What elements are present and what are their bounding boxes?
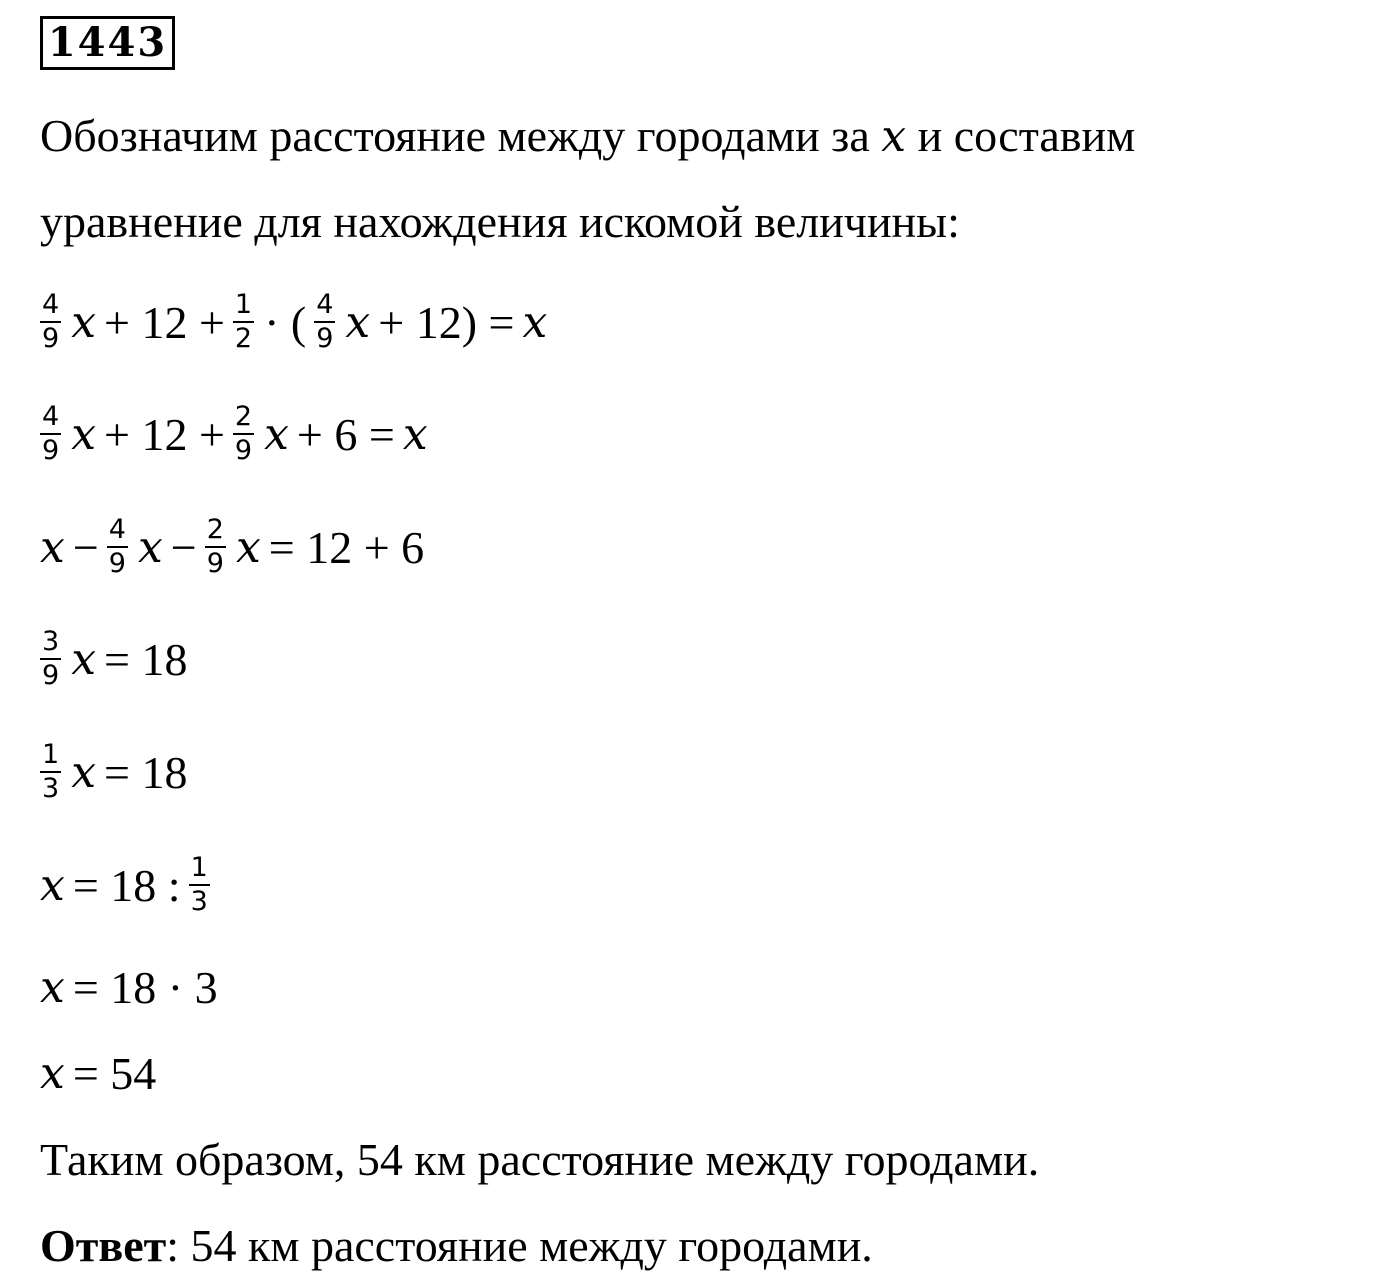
math-variable: x bbox=[71, 296, 97, 348]
equation-line bbox=[40, 277, 555, 367]
math-text: + 12 + bbox=[104, 408, 225, 460]
fraction bbox=[189, 854, 210, 916]
intro-text-line2: уравнение для нахождения искомой величины: bbox=[40, 196, 960, 247]
equation-line bbox=[40, 1028, 164, 1118]
math-text: + 12 + bbox=[104, 296, 225, 348]
fraction bbox=[107, 516, 128, 578]
answer-line bbox=[40, 1216, 873, 1276]
fraction-numerator: 3 bbox=[40, 628, 61, 660]
intro-line-2 bbox=[40, 192, 960, 252]
equation-line bbox=[40, 942, 226, 1032]
fraction-denominator: 9 bbox=[42, 323, 60, 354]
fraction bbox=[233, 291, 254, 353]
fraction-numerator: 1 bbox=[189, 854, 210, 886]
math-text: = 18 bbox=[104, 746, 188, 798]
equation-line bbox=[40, 727, 195, 817]
math-text: = 18 · 3 bbox=[72, 961, 218, 1013]
fraction-numerator: 1 bbox=[40, 741, 61, 773]
math-text: − bbox=[170, 521, 197, 573]
intro-variable: x bbox=[881, 111, 907, 162]
fraction-denominator: 9 bbox=[206, 548, 224, 579]
math-variable: x bbox=[71, 408, 97, 460]
fraction bbox=[314, 291, 335, 353]
fraction bbox=[40, 291, 61, 353]
math-text: + 12) = bbox=[378, 296, 515, 348]
math-variable: x bbox=[522, 296, 548, 348]
fraction-numerator: 2 bbox=[233, 403, 254, 435]
fraction-denominator: 3 bbox=[42, 773, 60, 804]
conclusion-line bbox=[40, 1130, 1039, 1190]
math-variable: x bbox=[402, 408, 428, 460]
math-text: = 54 bbox=[72, 1047, 157, 1099]
equation-line bbox=[40, 389, 436, 479]
math-variable: x bbox=[235, 521, 261, 573]
math-text: = 12 + 6 bbox=[268, 521, 425, 573]
fraction-numerator: 4 bbox=[314, 291, 335, 323]
fraction-denominator: 9 bbox=[42, 660, 60, 691]
math-text: + 6 = bbox=[296, 408, 395, 460]
fraction-numerator: 4 bbox=[40, 403, 61, 435]
math-variable: x bbox=[345, 296, 371, 348]
conclusion-text: Таким образом, 54 км расстояние между городами. bbox=[40, 1134, 1040, 1185]
math-variable: x bbox=[40, 1047, 65, 1099]
fraction-denominator: 2 bbox=[234, 323, 253, 354]
fraction-denominator: 9 bbox=[42, 435, 60, 466]
math-variable: x bbox=[71, 633, 97, 685]
fraction bbox=[233, 403, 254, 465]
equation-line bbox=[40, 840, 220, 930]
math-text: = 18 : bbox=[72, 859, 181, 911]
math-variable: x bbox=[40, 961, 65, 1013]
fraction-numerator: 4 bbox=[40, 291, 61, 323]
math-variable: x bbox=[40, 521, 65, 573]
fraction-denominator: 3 bbox=[190, 886, 208, 917]
math-text: · ( bbox=[264, 296, 307, 348]
fraction bbox=[40, 403, 61, 465]
math-variable: x bbox=[71, 746, 97, 798]
fraction-numerator: 1 bbox=[233, 291, 254, 323]
fraction-denominator: 9 bbox=[108, 548, 126, 579]
fraction bbox=[40, 741, 61, 803]
problem-number: 1443 bbox=[47, 19, 168, 66]
fraction-numerator: 4 bbox=[107, 516, 128, 548]
fraction-denominator: 9 bbox=[316, 323, 334, 354]
problem-number-box bbox=[40, 16, 175, 70]
fraction bbox=[40, 628, 61, 690]
intro-line-1 bbox=[40, 106, 1135, 167]
fraction-numerator: 2 bbox=[205, 516, 226, 548]
intro-text-before: Обозначим расстояние между городами за bbox=[40, 110, 870, 161]
equation-line bbox=[40, 502, 432, 592]
answer-text: : 54 км расстояние между городами. bbox=[166, 1220, 873, 1271]
math-variable: x bbox=[137, 521, 163, 573]
intro-text-after: и составим bbox=[917, 110, 1136, 161]
math-text: − bbox=[72, 521, 99, 573]
equation-line bbox=[40, 614, 195, 704]
fraction bbox=[205, 516, 226, 578]
math-text: = 18 bbox=[104, 633, 188, 685]
answer-label: Ответ bbox=[40, 1220, 167, 1271]
math-variable: x bbox=[40, 859, 65, 911]
fraction-denominator: 9 bbox=[234, 435, 253, 466]
math-variable: x bbox=[264, 408, 289, 460]
